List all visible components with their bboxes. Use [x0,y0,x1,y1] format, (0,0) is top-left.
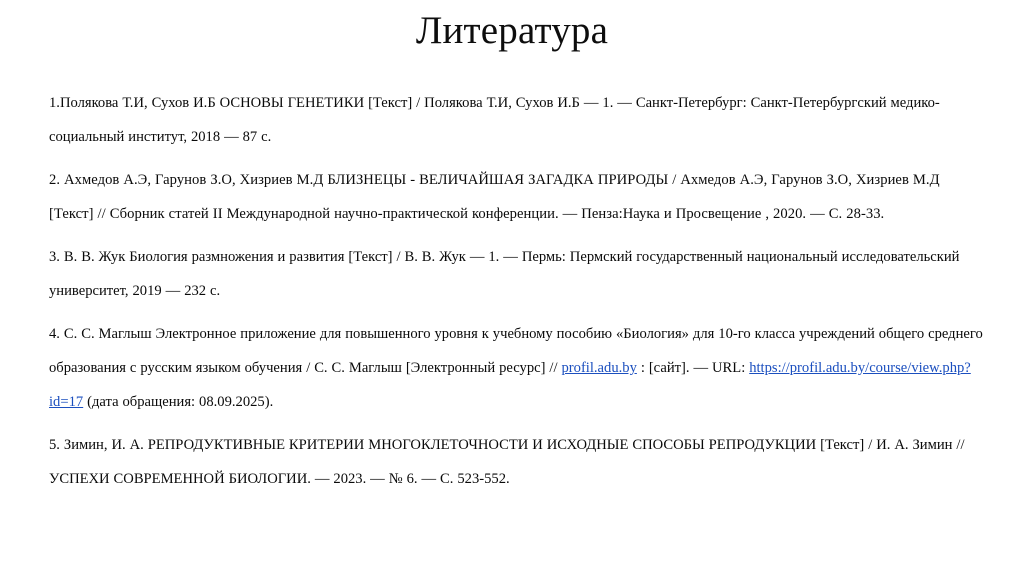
reference-entry-5 [49,428,986,496]
reference-text: 3. В. В. Жук Биология размножения и развития [Текст] / В. В. Жук — 1. — Пермь: Пермский государственный национальный исследовательский университет, 2019 — 232 с. [49,249,960,299]
reference-list [49,86,986,496]
reference-text: (дата обращения: 08.09.2025). [83,394,274,410]
reference-text: 5. Зимин, И. А. РЕПРОДУКТИВНЫЕ КРИТЕРИИ МНОГОКЛЕТОЧНОСТИ И ИСХОДНЫЕ СПОСОБЫ РЕПРОДУКЦИИ [Текст] / И. А. Зимин // УСПЕХИ СОВРЕМЕННОЙ БИОЛОГИИ. — 2023. — № 6. — С. 523-552. [49,437,965,487]
reference-text: 2. Ахмедов А.Э, Гарунов З.О, Хизриев М.Д БЛИЗНЕЦЫ - ВЕЛИЧАЙШАЯ ЗАГАДКА ПРИРОДЫ / Ахмедов А.Э, Гарунов З.О, Хизриев М.Д [Текст] // Сборник статей II Международной научно-практической конференции. — Пенза:Наука и Просвещение , 2020. — С. 28-33. [49,172,940,222]
reference-entry-1 [49,86,986,154]
reference-link[interactable]: profil.adu.by [561,360,637,376]
reference-text: 4. С. С. Маглыш Электронное приложение для повышенного уровня к учебному пособию «Биология» для 10-го класса учреждений общего среднего образования с русским языком обучения / С. С. Маглыш [Электронный ресурс] // [49,326,983,376]
reference-link[interactable]: https://profil.adu.by/course/view.php?id=17 [49,360,971,410]
reference-entry-2 [49,163,986,231]
reference-text: : [сайт]. — URL: [636,360,750,376]
reference-entry-4 [49,317,986,419]
reference-text: 1.Полякова Т.И, Сухов И.Б ОСНОВЫ ГЕНЕТИКИ [Текст] / Полякова Т.И, Сухов И.Б — 1. — Санкт-Петербург: Санкт-Петербургский медико-социальный институт, 2018 — 87 с. [49,95,940,145]
reference-entry-3 [49,240,986,308]
page-title: Литература [415,9,609,52]
